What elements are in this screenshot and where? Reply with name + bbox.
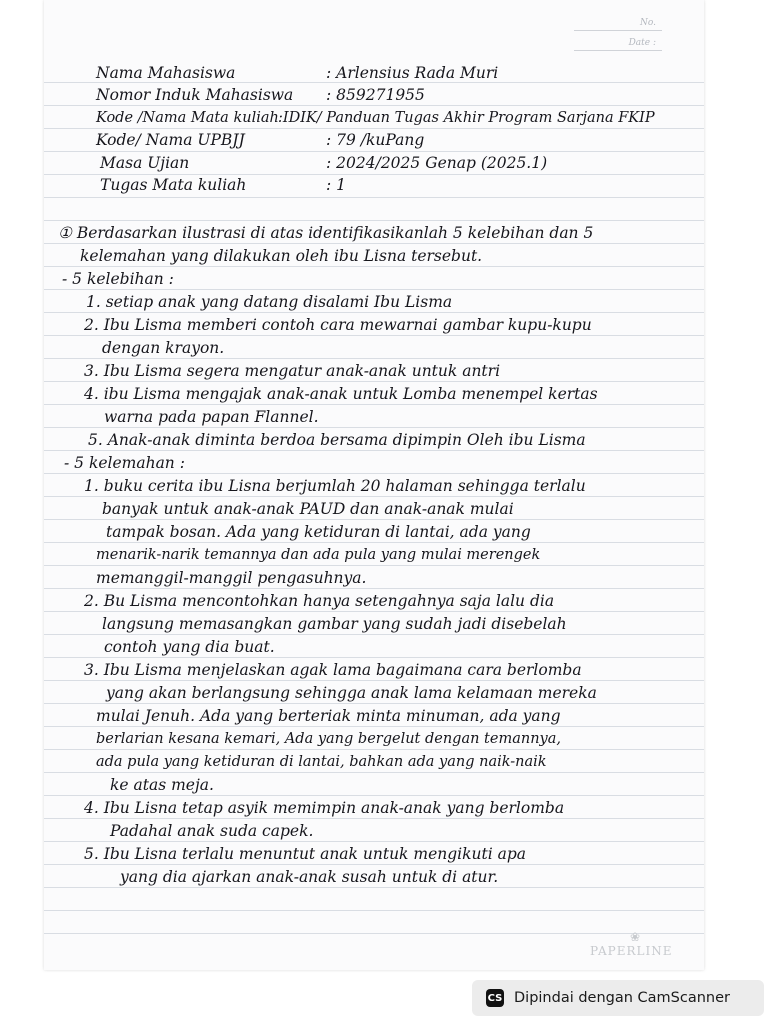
list-item: tampak bosan. Ada yang ketiduran di lantai, ada yang: [106, 523, 531, 541]
kelemahan-heading: - 5 kelemahan :: [64, 454, 185, 472]
identity-value: : 2024/2025 Genap (2025.1): [326, 154, 548, 172]
list-item: warna pada papan Flannel.: [104, 408, 319, 426]
ruled-line: [44, 197, 704, 198]
ruled-line: [44, 542, 704, 543]
ruled-line: [44, 220, 704, 221]
list-item: Padahal anak suda capek.: [110, 822, 314, 840]
list-item: 4. ibu Lisma mengajak anak-anak untuk Lomba menempel kertas: [84, 385, 598, 403]
identity-label: Nama Mahasiswa: [96, 64, 236, 82]
identity-value: : Arlensius Rada Muri: [326, 64, 499, 82]
camscanner-logo-icon: CS: [486, 989, 504, 1007]
camscanner-text: Dipindai dengan CamScanner: [514, 990, 731, 1006]
list-item: ada pula yang ketiduran di lantai, bahkan ada yang naik-naik: [96, 754, 547, 770]
ruled-line: [44, 910, 704, 911]
list-item: 1. setiap anak yang datang disalami Ibu Lisma: [86, 293, 453, 311]
list-item: 1. buku cerita ibu Lisna berjumlah 20 halaman sehingga terlalu: [84, 477, 586, 495]
identity-value: :IDIK/ Panduan Tugas Akhir Program Sarjana FKIP: [278, 110, 655, 126]
ruled-line: [44, 174, 704, 175]
identity-label: Kode/ Nama UPBJJ: [96, 131, 245, 149]
ruled-line: [44, 749, 704, 750]
ruled-line: [44, 588, 704, 589]
paperline-watermark: [590, 930, 673, 958]
identity-label: Kode /Nama Mata kuliah: [96, 110, 279, 126]
list-item: 3. Ibu Lisma menjelaskan agak lama bagaimana cara berlomba: [84, 661, 582, 679]
list-item: dengan krayon.: [102, 339, 225, 357]
identity-label: Nomor Induk Mahasiswa: [96, 86, 294, 104]
ruled-line: [44, 680, 704, 681]
ruled-line: [44, 404, 704, 405]
list-item: menarik-narik temannya dan ada pula yang mulai merengek: [96, 547, 541, 563]
ruled-line: [44, 473, 704, 474]
list-item: langsung memasangkan gambar yang sudah jadi disebelah: [102, 615, 567, 633]
question-line: kelemahan yang dilakukan oleh ibu Lisna tersebut.: [80, 247, 483, 265]
ruled-line: [44, 358, 704, 359]
ruled-line: [44, 657, 704, 658]
ruled-line: [44, 519, 704, 520]
ruled-line: [44, 381, 704, 382]
ruled-line: [44, 312, 704, 313]
identity-value: : 1: [326, 176, 347, 194]
flower-icon: ❀: [630, 930, 642, 944]
ruled-line: [44, 427, 704, 428]
ruled-line: [44, 887, 704, 888]
no-line: [574, 30, 662, 31]
kelebihan-heading: - 5 kelebihan :: [62, 270, 174, 288]
list-item: 5. Anak-anak diminta berdoa bersama dipimpin Oleh ibu Lisma: [88, 431, 586, 449]
ruled-line: [44, 335, 704, 336]
list-item: berlarian kesana kemari, Ada yang bergelut dengan temannya,: [96, 731, 561, 747]
ruled-line: [44, 795, 704, 796]
identity-value: : 79 /kuPang: [326, 131, 425, 149]
ruled-line: [44, 818, 704, 819]
ruled-line: [44, 634, 704, 635]
ruled-line: [44, 128, 704, 129]
identity-value: : 859271955: [326, 86, 425, 104]
list-item: contoh yang dia buat.: [104, 638, 275, 656]
ruled-line: [44, 611, 704, 612]
ruled-line: [44, 82, 704, 83]
ruled-line: [44, 496, 704, 497]
date-line: [574, 50, 662, 51]
ruled-line: [44, 772, 704, 773]
list-item: mulai Jenuh. Ada yang berteriak minta minuman, ada yang: [96, 707, 561, 725]
camscanner-badge: [472, 980, 764, 1016]
list-item: 4. Ibu Lisna tetap asyik memimpin anak-anak yang berlomba: [84, 799, 565, 817]
watermark-text: PAPERLINE: [590, 944, 673, 958]
ruled-line: [44, 450, 704, 451]
ruled-line: [44, 726, 704, 727]
ruled-line: [44, 243, 704, 244]
ruled-line: [44, 841, 704, 842]
no-label: No.: [640, 18, 656, 28]
ruled-line: [44, 703, 704, 704]
identity-label: Tugas Mata kuliah: [100, 176, 247, 194]
ruled-line: [44, 266, 704, 267]
list-item: 3. Ibu Lisma segera mengatur anak-anak untuk antri: [84, 362, 501, 380]
question-line: ① Berdasarkan ilustrasi di atas identifikasikanlah 5 kelebihan dan 5: [58, 224, 594, 242]
list-item: yang dia ajarkan anak-anak susah untuk di atur.: [120, 868, 499, 886]
notebook-page: [44, 0, 704, 970]
list-item: banyak untuk anak-anak PAUD dan anak-anak mulai: [102, 500, 514, 518]
ruled-line: [44, 151, 704, 152]
identity-label: Masa Ujian: [100, 154, 190, 172]
list-item: memanggil-manggil pengasuhnya.: [96, 569, 367, 587]
ruled-line: [44, 565, 704, 566]
list-item: 2. Bu Lisma mencontohkan hanya setengahnya saja lalu dia: [84, 592, 555, 610]
ruled-line: [44, 864, 704, 865]
ruled-line: [44, 933, 704, 934]
date-label: Date :: [628, 38, 656, 48]
ruled-line: [44, 105, 704, 106]
list-item: 5. Ibu Lisna terlalu menuntut anak untuk mengikuti apa: [84, 845, 526, 863]
list-item: ke atas meja.: [110, 776, 214, 794]
list-item: yang akan berlangsung sehingga anak lama kelamaan mereka: [106, 684, 597, 702]
ruled-line: [44, 289, 704, 290]
list-item: 2. Ibu Lisma memberi contoh cara mewarnai gambar kupu-kupu: [84, 316, 592, 334]
